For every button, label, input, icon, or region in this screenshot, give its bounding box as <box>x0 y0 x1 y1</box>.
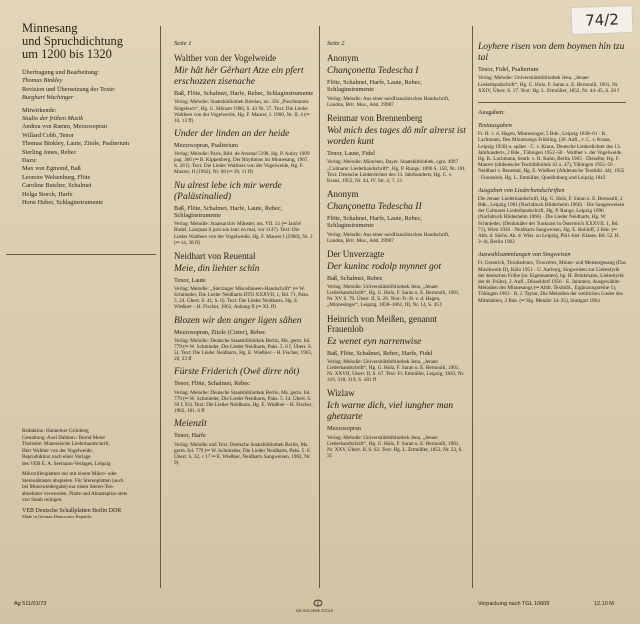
instrumentation: Tenor, Laute <box>174 276 206 284</box>
instrumentation: Tenor, Fidel, Psalterium <box>478 66 539 73</box>
song-title: Chançonetta Tedescha II <box>327 201 422 212</box>
composer-heading: Neidhart von Reuental <box>174 250 256 261</box>
song-title: Meienzît <box>174 419 207 430</box>
song-title: Nu alrest lebe ich mir werde (Palästinalied) <box>174 180 282 202</box>
source-note: Verlag: Melodie: Aus einer nordfranzösischen Handschrift, London, Brit. Mus., Add. 29987 <box>327 95 450 108</box>
reference-list: Die Jenaer Liederhandschrift, Hg. G. Holz, F. Saran u. E. Bernoulli, 2 Bde., Leipzig 1901 (Nachdruck Hildesheim 1966) · Die Sangesweisen der Colmarer Liederhandschrift, Hg. P. Runge, Leipzig 1896 (Nachdruck Hildesheim 1966) · Die Lieder Neidharts, Hg. W. Schmieder, (Denkmäler der Tonkunst in Österreich XXXVII, 1, Bd. 71), Wien 1930 · Neidharts Sangweisen, Hg. E. Rohloff, 2 Bde. (═ Abh. d. Sächs. Ak. d. Wiss. zu Leipzig, Phil.-hist. Klasse, Bd. 52, H. 3–4), Berlin 1962 <box>478 195 625 246</box>
right-column <box>478 40 626 584</box>
side-2-column <box>327 40 467 584</box>
section-heading: Textausgaben <box>478 122 512 130</box>
packaging-note: Verpackung nach TGL 10609 <box>478 601 550 607</box>
catalog-number: Ag 511/01/73 <box>14 601 47 607</box>
song-title: Wol mich des tages dô mîr alrerst ist worden kunt <box>327 126 466 147</box>
reference-list: Fr. Gennrich, Troubadours, Trouvères, Minne- und Meistergesang (Das Musikwerk II), Köln 1951 · U. Aarburg, Singweisen zur Liebeslyrik der deutschen Frühe (in: Eigennamen), hg. H. Brinkmann, Liebeslyrik der dt. Frühe), 2. Aufl., Düsseldorf 1956 · E. Jammers, Ausgewählte Melodien des Minnesangs (═ Altdt. Textbibl., Ergänzungsreihe 1), Tübingen 1963 · R. J. Taylor, Die Melodien der weltlichen Lieder des Mittelalters, 2 Bde. (═ Slg. Metzler 34–35), Stuttgart 1964 <box>478 260 626 304</box>
instrumentation: Baß, Schalmei, Rebec <box>327 274 383 282</box>
side-label: Seite 1 <box>174 40 192 47</box>
source-note: Verlag: Melodie und Text: Deutsche Staatsbibliothek Berlin, Ms. germ. fol. 779 (═ W. Schmieder, Die Lieder Neidharts, Paks. 5. 6. Überr. S. 32, c 17 ═ E. Wießner, Neidharts Sangweisen, 1962, Nr. 9) <box>174 441 311 466</box>
side-1-column <box>174 40 314 584</box>
source-note: Verlag: Melodie: Paris, Bibl. de Arsenal 5198, Hg. P. Aubry 1909 pag. 366 (═ B. Kippenberg, Der Rhythmus im Minnesang, 1967, S. 28 f). Text: Die Lieder Walthers von der Vogelweide, Hg. F. Maurer, II (1962), Nr. 68 (═ 39, 11 ff) <box>174 151 310 176</box>
song-title: Ich warne dich, viel iungher man ghetzarte <box>327 401 454 423</box>
instrumentation: Baß, Flöte, Schalmei, Harfe, Rebec, Schlaginstrumente <box>174 90 314 97</box>
divider <box>6 254 156 255</box>
column-divider <box>472 26 473 588</box>
song-title: Loyhere risen von dem boymen hîn tzu tal <box>478 42 625 63</box>
instrumentation: Flöte, Schalmei, Harfe, Laute, Rebec, Schlaginstrumente <box>327 214 422 230</box>
composer-heading: Wizlaw <box>327 388 355 399</box>
source-note: Verlag: Melodie: Universitätsbibliothek Jena, „Jenaer Liederhandschrift“, Hg. G. Holz, F. Saran u. E. Bernoulli, 1901, Nr. XXVII, Überr. II, S. 67. Text: Fr. Ettmüller, Leipzig, 1843, Nr. 316, 318, 319, S. 181 ff <box>327 358 465 384</box>
song-title: Ez wenet eyn narrenwise <box>327 336 422 347</box>
logo-caption: DIE GOLDENE ZITOLE <box>296 609 334 613</box>
ausgaben-heading: Ausgaben: <box>478 108 505 116</box>
column-divider <box>160 26 161 588</box>
instrumentation: Mezzosopran, Zitole (Cister), Rebec <box>174 328 266 336</box>
price-sticker: 74/2 <box>571 5 634 35</box>
composer-heading: Anonym <box>327 188 359 199</box>
source-note: Verlag: Melodie: Deutsche Staatsbibliothek Berlin, Ms. germ. fol. 779 (═ W. Schmieder, Die Lieder Neidharts, Paks. 5. 14. Überr. S. 36 f, 93). Text: Die Lieder Neidharts, Hg. E. Wießner – H. Fischer, 1963, 101, 6 ff <box>174 389 313 414</box>
instrumentation: Baß, Flöte, Schalmei, Rebec, Harfe, Fidel <box>327 349 433 357</box>
mitwirkende-label: Mitwirkende: <box>22 106 57 114</box>
song-title: Chançonetta Tedescha I <box>327 66 419 76</box>
side-label: Seite 2 <box>327 40 345 47</box>
source-note: Verlag: Melodie: Aus einer nordfranzösischen Handschrift, London, Brit. Mus., Add. 29987 <box>327 231 450 244</box>
song-title: Under der linden an der heide <box>174 128 290 139</box>
album-title: Minnesang und Spruchdichtung um 1200 bis 1320 <box>22 21 124 61</box>
song-title: Der kuninc rodolp mynnet got <box>327 261 442 272</box>
song-title: Fürste Friderich (Owê dirre nôt) <box>174 367 300 378</box>
song-title: Blozen wir den anger ligen sâhen <box>174 315 302 326</box>
composer-heading: Anonym <box>327 53 359 63</box>
reference-list: Fr. H. v. d. Hagen, Minnesinger, 5 Bde., Leipzig 1838–61 · K. Lachmann, Des Minnesangs Frühling, (30. Aufl., v. C. v. Kraus, Leipzig 1950) u. später · C. v. Kraus, Deutsche Liederdichter des 13. Jahrhunderts, 2 Bde., Tübingen 1952–58 · Walther v. der Vogelweide, Hg. K. Lachmann, bearb. v. H. Kuhn, Berlin 1965 · Dieselbe, Hg. F. Maurer (altdeutsche Textbibliothek 43 u. 47), Tübingen 1955–56 · Neidhart v. Reuental, Hg. E. Wießner (Altdeutsche Textbibl. 44), 1955 · Frauenlob, Hg. L. Ettmüller, Quedlinburg und Leipzig 1843 <box>478 131 625 181</box>
instrumentation: Mezzosopran, Psalterium <box>174 141 239 149</box>
credits: Übertragung und Bearbeitung: Thomas Binkley Revision und Übersetzung der Texte: Burghart Wachinger Mitwirkende: Studio der frühen Musik Andrea von Ramm, Mezzosopran Willard Cobb, Tenor Thomas Binkley, Laute, Zitole, Psalterium Sterling Jones, Rebec Dazu: Max von Egmond, Baß Leonore Welsenburg, Flöte Caroline Butcher, Schalmei Helga Storck, Harfe Horst Huber, Schlaginstrumente <box>22 69 152 208</box>
section-heading: Auswahlsammlungen von Singweisen <box>478 251 571 259</box>
song-title: Mir hât hêr Gêrhart Atze ein pfert erschozzen zisenache <box>174 66 304 87</box>
column-divider <box>319 26 320 588</box>
source-note: Verlag: Melodie: Deutsche Staatsbibliothek Berlin, Ms. germ. fol. 779 (═ W. Schmieder, Die Lieder Neidharts, Paks. 5. 6 f, Überr. S. 5). Text: Die Lieder Neidharts, Hg. E. Wießner – H. Fischer, 1963, 26, 23 ff <box>174 337 313 363</box>
composer-heading: Heinrich von Meißen, genannt Frauenlob <box>327 313 437 334</box>
composer-heading: Der Unverzagte <box>327 248 385 259</box>
price: 12.10 M <box>594 601 614 607</box>
source-note: Verlag: Melodie: „Sterzinger Miscellaneen-Handschrift“ (═ W. Schmieder, Die Lieder Neidharts DTO XXXVII, 1, Bd. 71, Paks. 5. 24. Überr. S. 41, S. 6). Text: Die Lieder Neidharts, Hg. E. Wießner – H. Fischer, 1963, Anhang II (═ XL ff) <box>174 286 310 311</box>
source-note: Verlag: Melodie: München, Bayer. Staatsbibliothek, cgm. 4997 „Colmarer Liederhandschrift“, Hg. P. Runge, 1896 S. 158, Nr. 181. Text: Deutsche Liederdichter des 13. Jahrhunderts, Hg. C. v. Kraus, 1952, Nr. 44, IV. Str. 4, 7, 13 <box>327 159 467 184</box>
source-note: Verlag: Melodie: Universitätsbibliothek Jena, „Jenaer Liederhandschrift“, Hg. G. Holz, F. Saran u. E. Bernoulli, 1901, Nr. XXV, Überr. II, S. 63. Text: Hg. L. Ettmüller, 1852, Nr. 22, S. 35 <box>327 434 463 460</box>
section-heading: Ausgaben von Liederhandschriften <box>478 186 565 194</box>
instrumentation: Tenor, Harfe <box>174 432 206 440</box>
instrumentation: Tenor, Flöte, Schalmei, Rebec <box>174 380 250 388</box>
source-note: Verlag: Melodie: Staatsarchiv Münster, ms. VII. 51 (═ Jaufré Rudel, Lanquan li jorn son lonc en mai, vor 1147). Text: Die Lieder Walthers von der Vogelweide, Hg. F. Maurer I (1960), Nr. 2 (═ 14, 38 ff) <box>174 221 313 246</box>
source-note: Verlag: Melodie: Universitätsbibliothek Jena, „Jenaer Liederhandschrift“, Hg. G. Holz, F. Saran u. E. Bernoulli, 1901, Nr. XV S. 70. Überr. II, S. 26. Text: Fr. H. v. d. Hagen, „Minnesinger“, Leipzig, 1838–1861, III, Nr. 14, S. 45 f <box>327 284 460 309</box>
song-title: Meie, din liehter schîn <box>174 263 260 274</box>
instrumentation: Flöte, Schalmei, Harfe, Laute, Rebec, Schlaginstrumente <box>327 79 422 94</box>
instrumentation: Baß, Flöte, Schalmei, Harfe, Laute, Rebec, Schlaginstrumente <box>174 204 283 219</box>
instrumentation: Tenor, Laute, Fidel <box>327 150 375 157</box>
source-note: Verlag: Melodie: Universitätsbibliothek Jena, „Jenaer Liederhandschrift“, Hg. G. Holz, F. Saran u. E. Bernoulli, 1901, Nr. XXIV, Überr. S. 17. Text: Hg. L. Ettmüller, 1852, Nr. 44–45, S. 50 f <box>478 75 620 94</box>
composer-heading: Reinmar von Brennenberg <box>327 113 423 123</box>
instrumentation: Mezzosopran <box>327 425 361 433</box>
source-note: Verlag: Melodie: Staatsbibliothek Breslau, nu. 356 „Puschmanns Singebuch“, Hg. G. Münzer 1906, S. 43 Nr. 57. Text: Die Lieder Walthers von der Vogelweide, Hg. F. Maurer, I. 1960, Nr. II, 4 (═ 10, 13 ff) <box>174 99 310 124</box>
production-credits: Redaktion: Hannelore Grünberg Gestaltung: Axel Dahlem / Bernd Meier Titelseite: Manessische Liederhandschrift, Herr Walther von der Vogelweide, Reproduktion nach einer Vorlage des VEB E. A. Seemann-Verlages, Leipzig Mikrorillenplatten nur mit einem Mikro- oder Stereoabtaster abspielen. Für Stereoplatten (auch bei Monowiedergabe) nur einen Stereo-Ton- abnehmer verwenden. Platte und Abtastspitze stets von Staub reinigen. VEB Deutsche Schallplatten Berlin DDR Made in German Democratic Republic <box>22 428 128 519</box>
divider <box>478 102 626 103</box>
composer-heading: Walther von der Vogelweide <box>174 53 277 63</box>
